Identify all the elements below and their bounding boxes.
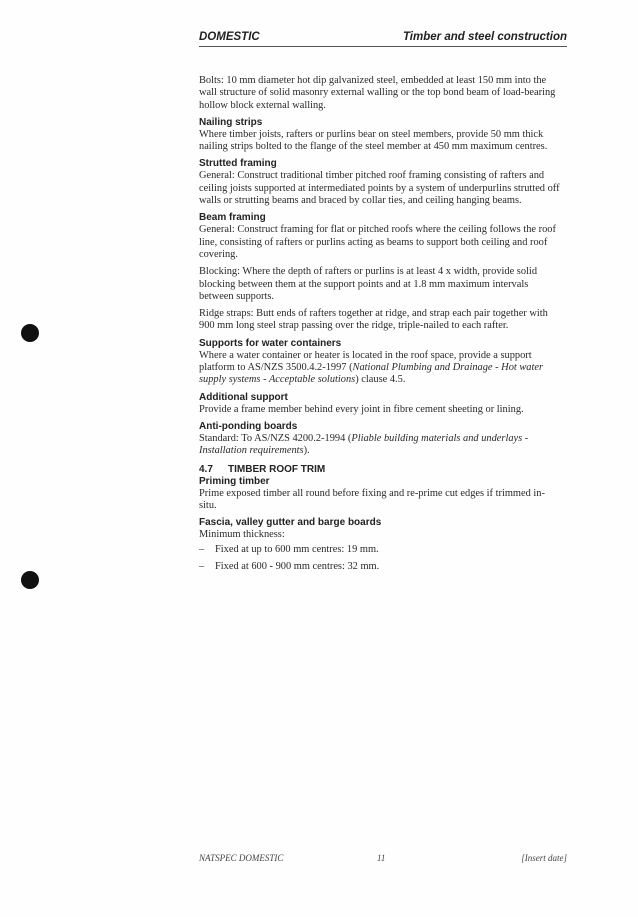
additional-support-heading: Additional support [199, 391, 288, 403]
anti-ponding-heading: Anti-ponding boards [199, 420, 298, 432]
fascia-heading: Fascia, valley gutter and barge boards [199, 517, 382, 529]
section-number: 4.7 [199, 463, 213, 475]
list-item-text: Fixed at up to 600 mm centres: 19 mm. [215, 544, 379, 556]
binder-hole-top [21, 324, 39, 342]
list-item [199, 561, 561, 573]
section-title: TIMBER ROOF TRIM [228, 463, 326, 475]
footer-left: NATSPEC DOMESTIC [199, 853, 284, 863]
additional-support-text: Provide a frame member behind every joint in fibre cement sheeting or lining. [199, 403, 524, 415]
priming-timber-text: Prime exposed timber all round before fixing and re-prime cut edges if trimmed in-situ. [199, 487, 545, 511]
list-item-marker: – [199, 544, 205, 556]
binder-hole-bottom [21, 571, 39, 589]
section-heading [199, 464, 561, 476]
footer-date: [Insert date] [521, 853, 567, 863]
water-text-pre: Where a water container or heater is located in the roof space, provide a support platform to AS/NZS 3500.4.2-1997 ( [199, 349, 532, 374]
anti-ponding-pre: Standard: To AS/NZS 4200.2-1994 ( [199, 432, 352, 444]
list-item [199, 544, 561, 556]
beam-framing-ridge-straps: Ridge straps: Butt ends of rafters together at ridge, and strap each pair together with 900 mm long steel strap passing over the ridge, triple-nailed to each rafter. [199, 308, 548, 332]
water-containers-text [199, 350, 561, 387]
strutted-framing-heading: Strutted framing [199, 158, 277, 170]
beam-framing-blocking: Blocking: Where the depth of rafters or purlins is at least 4 x width, provide solid blocking between them at the support points and at 1.8 mm maximum intervals between supports. [199, 266, 538, 302]
beam-framing-general: General: Construct framing for flat or pitched roofs where the ceiling follows the roof line, consisting of rafters or purlins acting as beams to support both ceiling and roof covering. [199, 224, 556, 260]
nailing-strips-heading: Nailing strips [199, 116, 263, 128]
water-standard-title: National Plumbing and Drainage - Hot water supply systems - Acceptable solutions [199, 362, 544, 386]
nailing-strips-text: Where timber joists, rafters or purlins bear on steel members, provide 50 mm thick nailing strips bolted to the flange of the steel member at 450 mm maximum centres. [199, 128, 548, 153]
anti-ponding-text [199, 433, 561, 458]
strutted-framing-text: General: Construct traditional timber pitched roof framing consisting of rafters and ceiling joists supported at intermediated points by a system of underpurlins strutted off walls or strutting beams and braced by collar ties, and ceiling hanging beams. [199, 170, 560, 207]
water-text-post: ) clause 4.5. [355, 374, 406, 386]
list-item-text: Fixed at 600 - 900 mm centres: 32 mm. [215, 560, 380, 572]
list-item-marker: – [199, 560, 205, 572]
header-left: DOMESTIC [199, 31, 260, 43]
fascia-intro: Minimum thickness: [199, 529, 285, 541]
page-header [199, 31, 567, 47]
anti-ponding-post: ). [303, 445, 310, 457]
water-containers-heading: Supports for water containers [199, 337, 342, 349]
page-number: 11 [377, 853, 386, 863]
anti-ponding-standard-title: Pliable building materials and underlays - Installation requirements [199, 432, 529, 457]
bolts-paragraph: Bolts: 10 mm diameter hot dip galvanized steel, embedded at least 150 mm into the wall structure of solid masonry external walling or the top bond beam of load-bearing hollow block external walling. [199, 75, 556, 111]
beam-framing-heading: Beam framing [199, 212, 266, 224]
priming-timber-heading: Priming timber [199, 475, 270, 487]
header-right: Timber and steel construction [402, 31, 567, 43]
document-body [199, 75, 561, 577]
